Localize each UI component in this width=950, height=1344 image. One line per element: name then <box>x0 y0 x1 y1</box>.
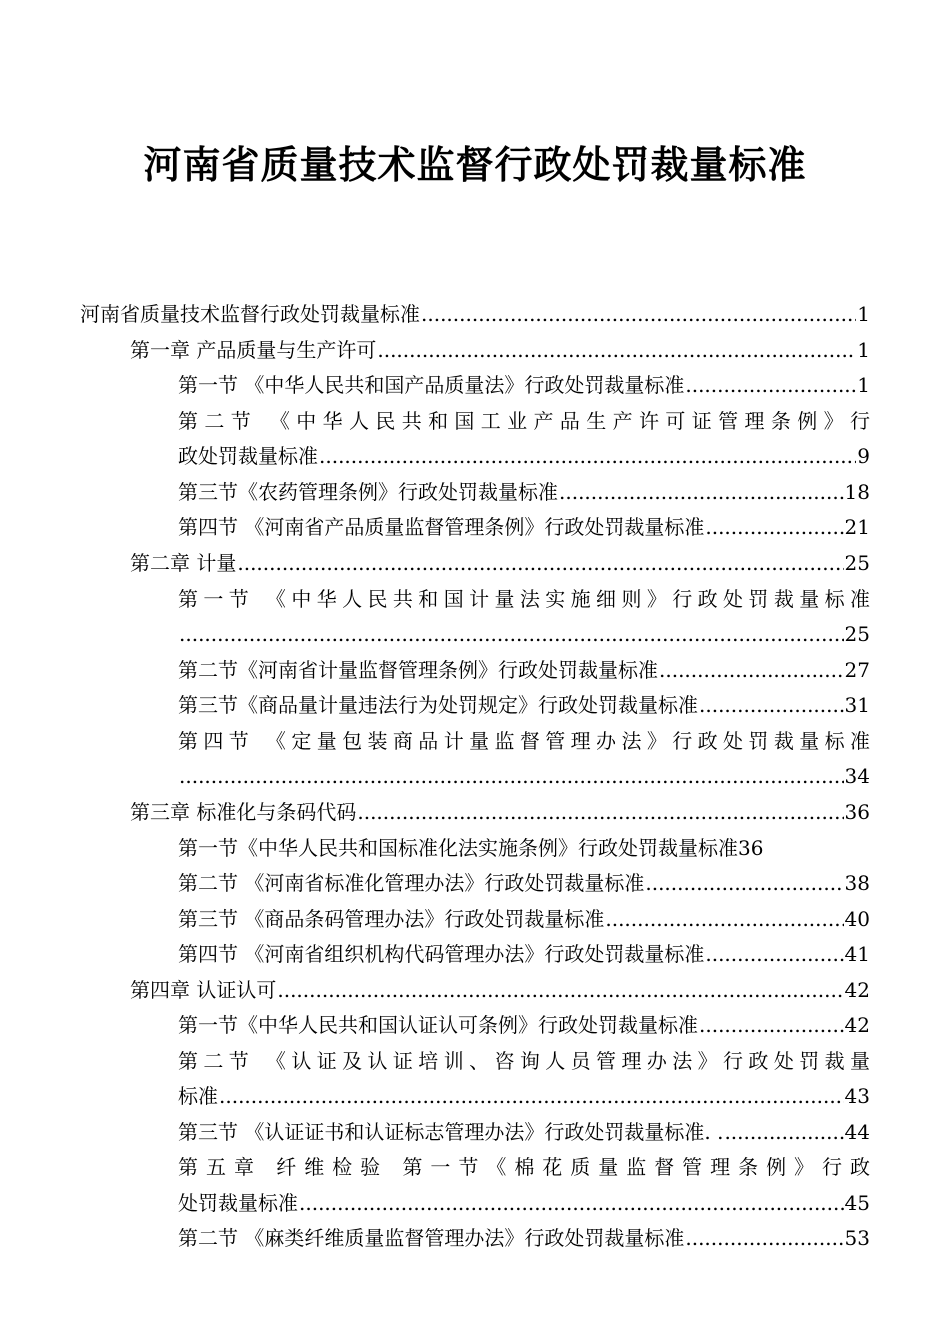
toc-entry[interactable] <box>178 762 870 790</box>
toc-entry[interactable] <box>178 1082 870 1110</box>
toc-leader-dots <box>685 1224 843 1252</box>
toc-entry-text: 第二节 《河南省标准化管理办法》行政处罚裁量标准 <box>178 871 645 895</box>
toc-entry[interactable]: 第四节 《定量包装商品计量监督管理办法》行政处罚裁量标准 <box>178 729 870 753</box>
toc-page-number: 40 <box>844 907 870 931</box>
toc-entry[interactable] <box>178 478 870 506</box>
toc-entry-text: 第二章 计量 <box>130 551 237 575</box>
toc-leader-dots <box>685 371 856 399</box>
toc-page-number: 9 <box>857 444 870 468</box>
toc-entry[interactable] <box>178 620 870 648</box>
toc-entry[interactable] <box>178 834 870 862</box>
document-title: 河南省质量技术监督行政处罚裁量标准 <box>143 143 807 187</box>
toc-entry[interactable] <box>178 656 870 684</box>
toc-entry[interactable] <box>178 513 870 541</box>
toc-entry-text: 第二节 《麻类纤维质量监督管理办法》行政处罚裁量标准 <box>178 1226 685 1250</box>
toc-entry[interactable] <box>178 1224 870 1252</box>
toc-entry[interactable]: 第五章 纤维检验 第一节《棉花质量监督管理条例》行政 <box>178 1155 870 1179</box>
toc-entry-text: 第三章 标准化与条码代码 <box>130 800 357 824</box>
toc-page-number: 42 <box>844 978 870 1002</box>
toc-page-number: 36 <box>738 836 764 860</box>
toc-entry[interactable] <box>130 798 870 826</box>
toc-entry-text: 处罚裁量标准 <box>178 1191 298 1215</box>
toc-entry[interactable] <box>130 336 870 364</box>
toc-entry-text: 河南省质量技术监督行政处罚裁量标准 <box>80 302 420 326</box>
toc-entry[interactable] <box>178 691 870 719</box>
toc-entry[interactable] <box>178 371 870 399</box>
toc-entry-text: 政处罚裁量标准 <box>178 444 318 468</box>
toc-entry[interactable] <box>178 869 870 897</box>
toc-leader-dots <box>699 1011 844 1039</box>
toc-page-number: 25 <box>844 622 870 646</box>
toc-page-number: 34 <box>844 764 870 788</box>
toc-leader-dots <box>179 620 844 648</box>
toc-entry-text: 第三节《农药管理条例》行政处罚裁量标准 <box>178 480 558 504</box>
toc-leader-dots <box>219 1082 844 1110</box>
toc-page-number: 25 <box>844 551 870 575</box>
toc-leader-dots <box>705 940 843 968</box>
toc-entry[interactable] <box>178 442 870 470</box>
toc-page-number: 1 <box>857 338 870 362</box>
toc-entry[interactable] <box>130 549 870 577</box>
toc-entry[interactable] <box>80 300 870 328</box>
toc-entry-text: 第三节《商品量计量违法行为处罚规定》行政处罚裁量标准 <box>178 693 698 717</box>
toc-leader-dots <box>179 762 844 790</box>
toc-page-number: 27 <box>844 658 870 682</box>
toc-entry[interactable] <box>178 905 870 933</box>
toc-entry-text: 第三节 《认证证书和认证标志管理办法》行政处罚裁量标准. . <box>178 1120 724 1144</box>
toc-leader-dots <box>699 691 844 719</box>
toc-entry[interactable]: 第一节 《中华人民共和国计量法实施细则》行政处罚裁量标准 <box>178 587 870 611</box>
toc-page-number: 43 <box>844 1084 870 1108</box>
toc-page-number: 36 <box>844 800 870 824</box>
toc-entry-text: 第一节《中华人民共和国认证认可条例》行政处罚裁量标准 <box>178 1013 698 1037</box>
toc-page-number: 45 <box>844 1191 870 1215</box>
toc-entry[interactable]: 第二节 《中华人民共和国工业产品生产许可证管理条例》行 <box>178 409 870 433</box>
toc-leader-dots <box>377 336 856 364</box>
toc-entry-text: 第四节 《河南省组织机构代码管理办法》行政处罚裁量标准 <box>178 942 705 966</box>
toc-leader-dots <box>559 478 844 506</box>
toc-leader-dots <box>421 300 856 328</box>
toc-leader-dots <box>299 1189 844 1217</box>
toc-entry-text: 标准 <box>178 1084 218 1108</box>
toc-leader-dots <box>277 976 843 1004</box>
toc-leader-dots <box>237 549 843 577</box>
toc-entry-text: 第四节 《河南省产品质量监督管理条例》行政处罚裁量标准 <box>178 515 705 539</box>
toc-entry[interactable] <box>178 940 870 968</box>
toc-entry-text: 第四章 认证认可 <box>130 978 277 1002</box>
toc-leader-dots <box>724 1118 843 1146</box>
toc-entry[interactable]: 第二节 《认证及认证培训、咨询人员管理办法》行政处罚裁量 <box>178 1049 870 1073</box>
toc-entry-text: 第一节《中华人民共和国标准化法实施条例》行政处罚裁量标准 <box>178 836 738 860</box>
toc-page-number: 41 <box>844 942 870 966</box>
toc-entry[interactable] <box>178 1118 870 1146</box>
toc-page-number: 18 <box>844 480 870 504</box>
toc-leader-dots <box>319 442 856 470</box>
toc-entry[interactable] <box>130 976 870 1004</box>
toc-leader-dots <box>705 513 843 541</box>
toc-leader-dots <box>659 656 844 684</box>
toc-leader-dots <box>357 798 843 826</box>
toc-page-number: 38 <box>844 871 870 895</box>
toc-entry[interactable] <box>178 1189 870 1217</box>
toc-leader-dots <box>645 869 843 897</box>
toc-page-number: 53 <box>844 1226 870 1250</box>
toc-page-number: 42 <box>844 1013 870 1037</box>
toc-page-number: 1 <box>857 373 870 397</box>
toc-leader-dots <box>605 905 843 933</box>
toc-page-number: 44 <box>844 1120 870 1144</box>
toc-entry-text: 第三节 《商品条码管理办法》行政处罚裁量标准 <box>178 907 605 931</box>
toc-entry-text: 第一章 产品质量与生产许可 <box>130 338 377 362</box>
toc-page-number: 1 <box>857 302 870 326</box>
toc-entry-text: 第一节 《中华人民共和国产品质量法》行政处罚裁量标准 <box>178 373 685 397</box>
toc-page-number: 21 <box>844 515 870 539</box>
toc-entry[interactable] <box>178 1011 870 1039</box>
toc-entry-text: 第二节《河南省计量监督管理条例》行政处罚裁量标准 <box>178 658 658 682</box>
toc-page-number: 31 <box>844 693 870 717</box>
